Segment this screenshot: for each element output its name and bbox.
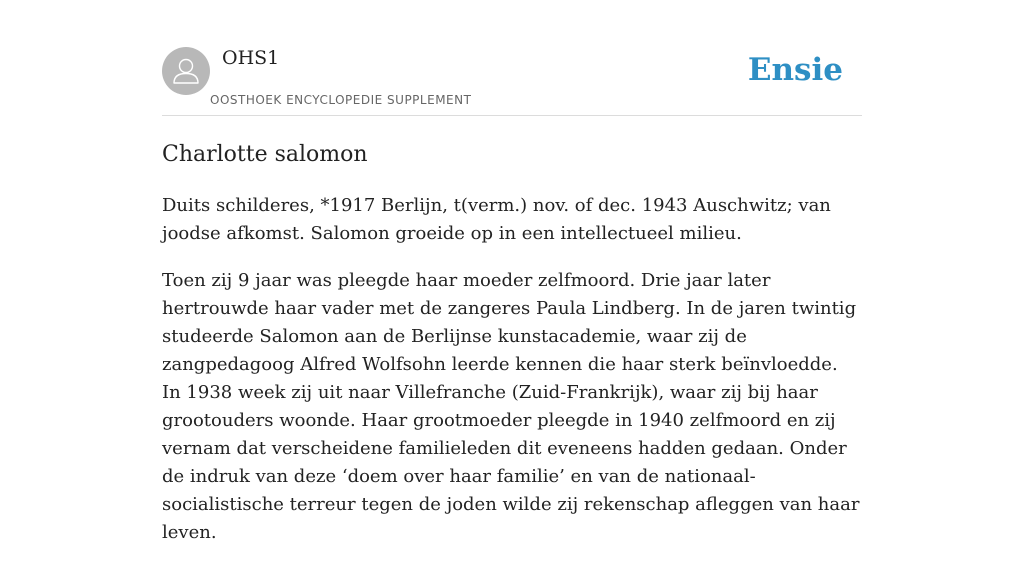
article-title: Charlotte salomon xyxy=(162,142,368,167)
article-paragraph-2: Toen zij 9 jaar was pleegde haar moeder zelfmoord. Drie jaar later hertrouwde haar vader met de zangeres Paula Lindberg. In de jaren twintig studeerde Salomon aan de Berlijnse kunstacademie, waar zij de zangpedagoog Alfred Wolfsohn leerde kennen die haar sterk beïnvloedde. In 1938 week zij uit naar Villefranche (Zuid-Frankrijk), waar zij bij haar grootouders woonde. Haar grootmoeder pleegde in 1940 zelfmoord en zij vernam dat verscheidene familieleden dit eveneens hadden gedaan. Onder de indruk van deze ‘doem over haar familie’ en van de nationaal-socialistische terreur tegen de joden wilde zij rekenschap afleggen van haar leven. xyxy=(162,270,860,543)
author-name[interactable]: OHS1 xyxy=(222,47,280,69)
ensie-logo[interactable]: Ensie xyxy=(747,52,843,88)
avatar[interactable] xyxy=(162,47,210,95)
source-label[interactable]: OOSTHOEK ENCYCLOPEDIE SUPPLEMENT xyxy=(210,93,472,107)
article-header xyxy=(162,46,862,116)
article-paragraph-1: Duits schilderes, *1917 Berlijn, t(verm.) nov. of dec. 1943 Auschwitz; van joodse afkomst. Salomon groeide op in een intellectueel milieu. xyxy=(162,195,831,244)
user-silhouette-icon xyxy=(162,47,210,95)
article-body xyxy=(162,192,862,566)
